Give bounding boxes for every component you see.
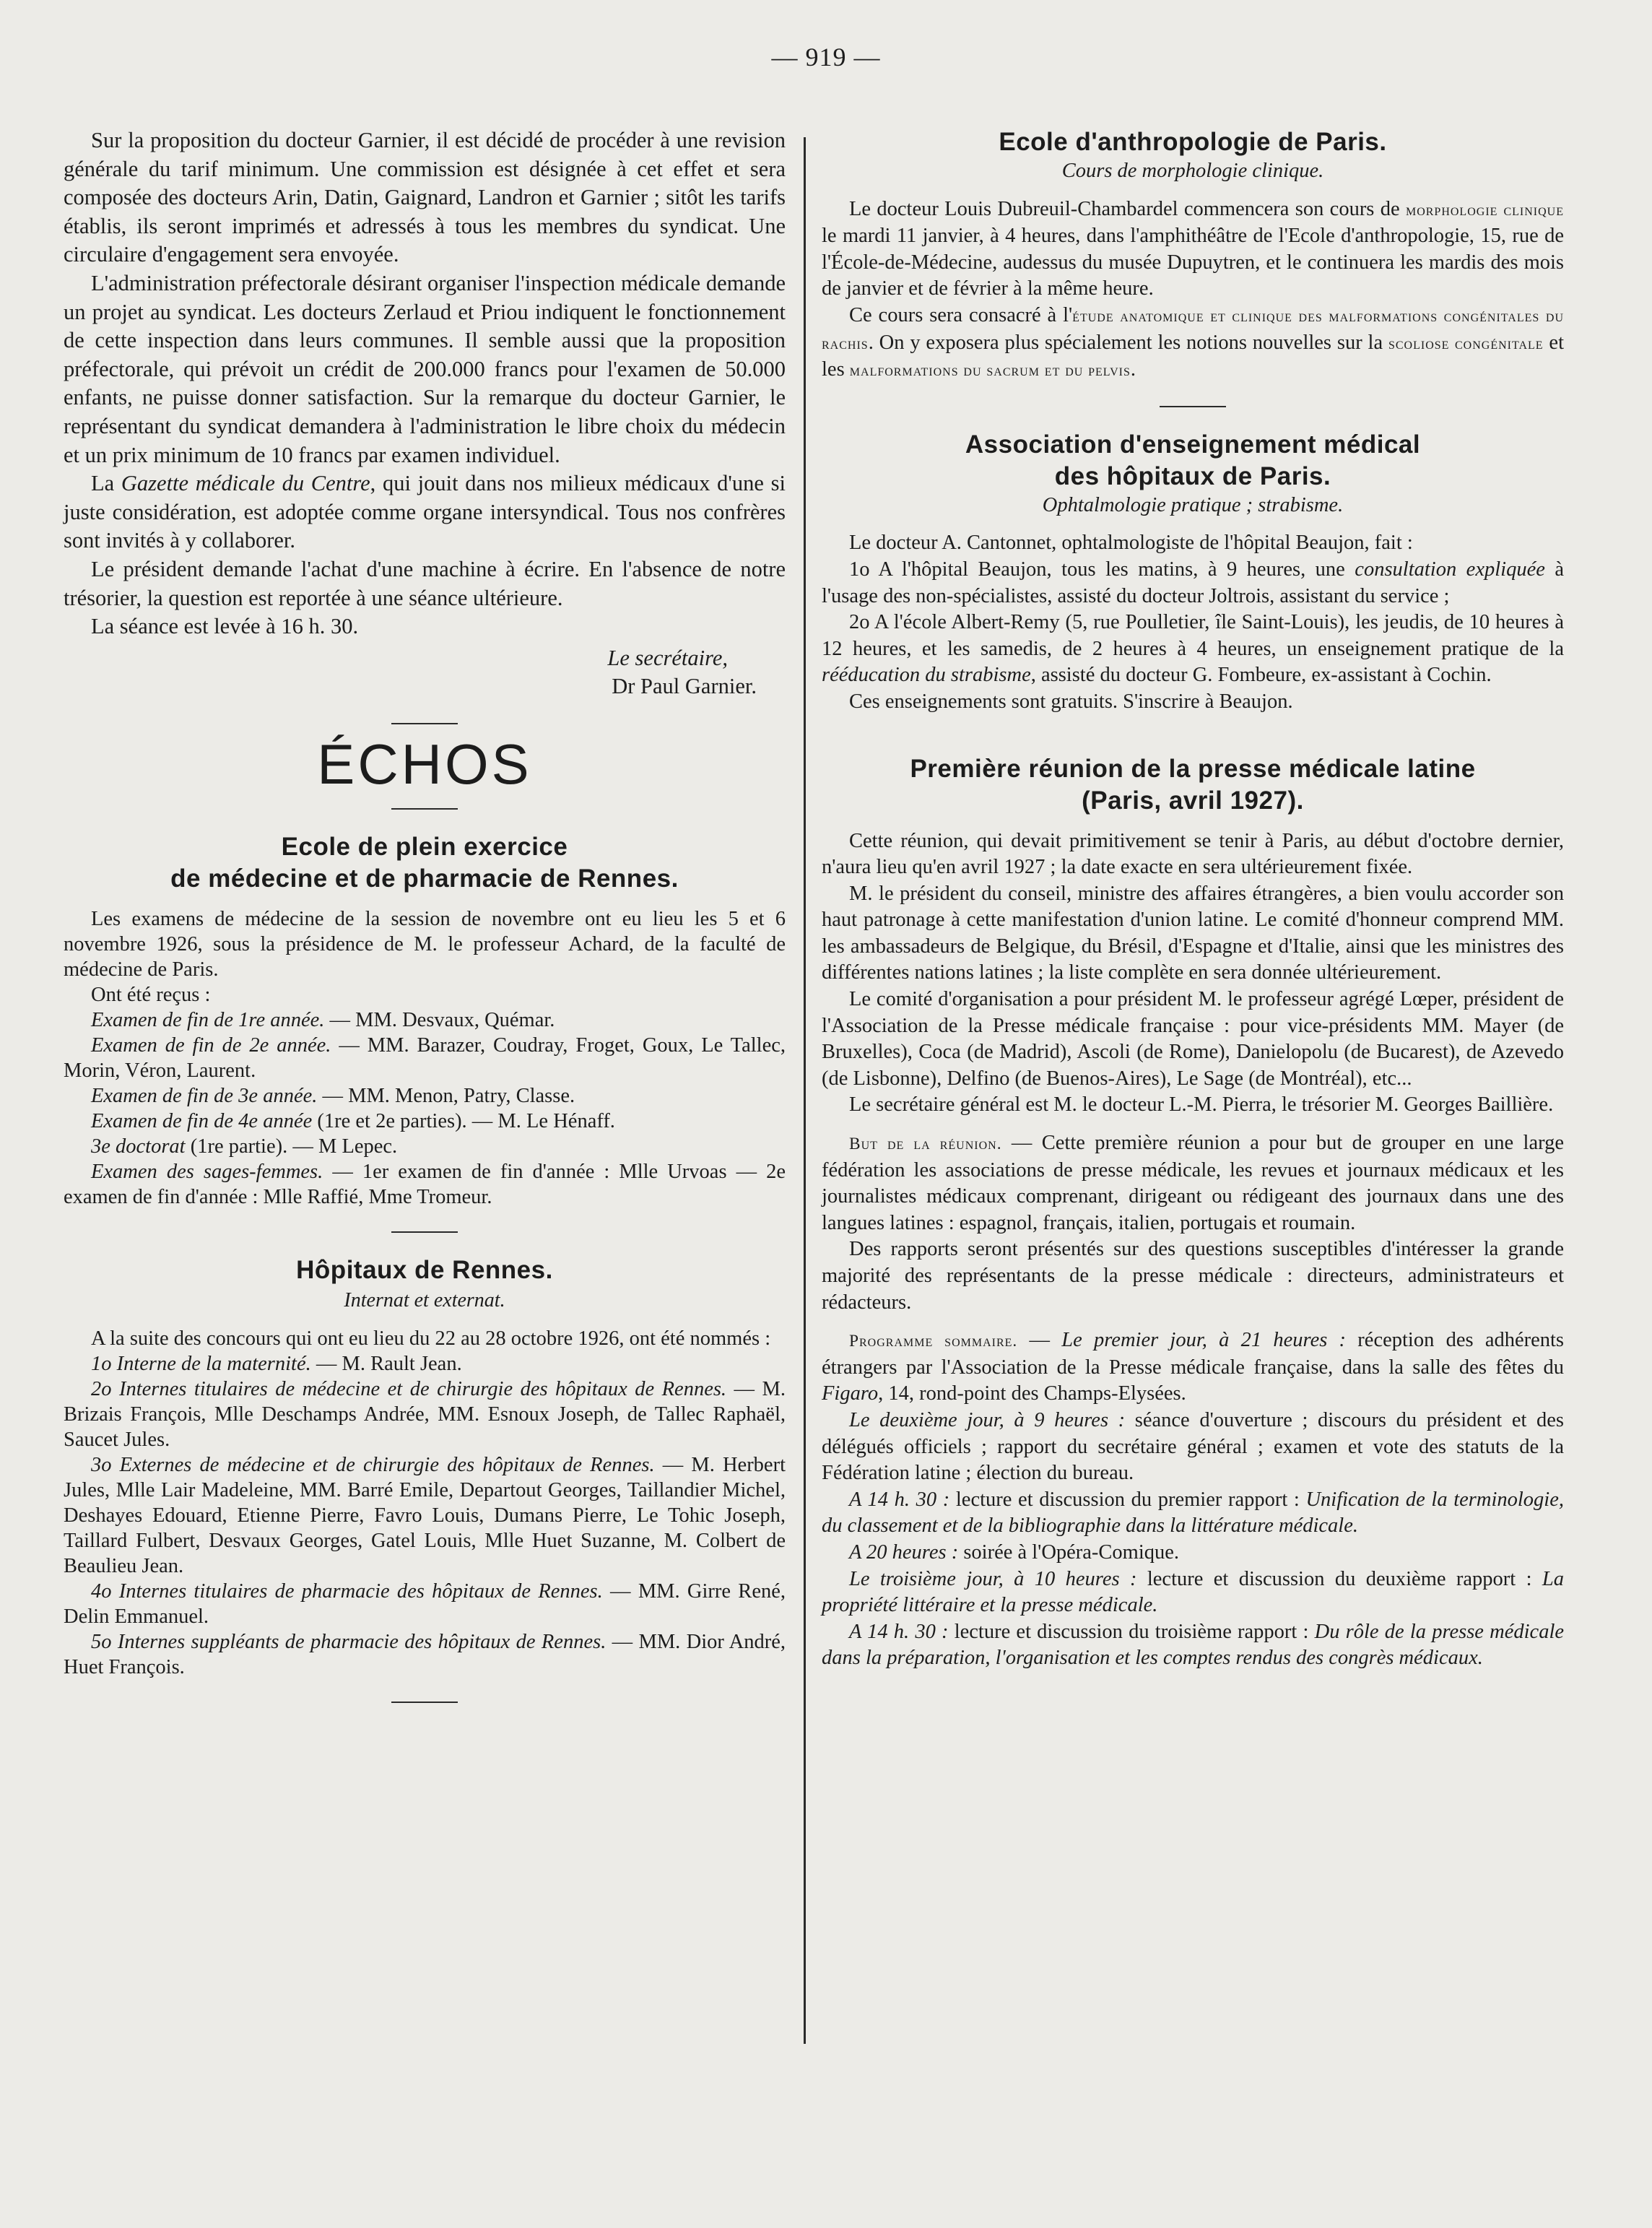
program-day-2: Le deuxième jour, à 9 heures : séance d'ouverture ; discours du président et des délégués officiels ; rapport du secrétaire général ; examen et vote des statuts de la Fédération latine ; élection du bureau.	[822, 1408, 1564, 1485]
minutes-paragraph-1: Sur la proposition du docteur Garnier, il est décidé de procéder à une revision générale du tarif minimum. Une commission est désignée à cet effet et sera composée des docteurs Arin, Datin, Gaignard, Landron et Garnier ; sitôt les tarifs établis, ils seront imprimés et adressés à tous les membres du syndicat. Une circulaire d'engagement sera envoyée.	[64, 128, 786, 267]
echos-heading: ÉCHOS	[317, 732, 532, 796]
column-divider	[804, 137, 806, 2044]
anthropology-paragraph-1: Le docteur Louis Dubreuil-Chambardel commencera son cours de morphologie clinique le mardi 11 janvier, à 4 heures, dans l'amphithéâtre de l'Ecole d'anthropologie, 15, rue de l'École-de-Médecine, audessus du musée Dupuytren, et le continuera les mardis des mois de janvier et de février à la même heure.	[822, 197, 1564, 300]
association-paragraph-3: 2o A l'école Albert-Remy (5, rue Poulletier, île Saint-Louis), les jeudis, de 10 heures à 12 heures, et les samedis, de 2 heures à 4 heures, un enseignement pratique de la rééducation du strabisme, assisté du docteur G. Fombeure, ex-assistant à Cochin.	[822, 611, 1564, 687]
rennes-exam-1: Examen de fin de 1re année. — MM. Desvaux, Quémar.	[91, 1008, 555, 1031]
hospitals-item-1: 1o Interne de la maternité. — M. Rault Jean.	[91, 1353, 462, 1376]
rennes-exam-6: Examen des sages-femmes. — 1er examen de fin d'année : Mlle Urvoas — 2e examen de fin d'année : Mlle Raffié, Mme Tromeur.	[64, 1160, 786, 1208]
latin-press-reports: Des rapports seront présentés sur des questions susceptibles d'intéresser la grande majorité des représentants de la presse médicale : directeurs, administrateurs et rédacteurs.	[822, 1238, 1564, 1314]
association-title: Association d'enseignement médical des hôpitaux de Paris.	[965, 430, 1421, 490]
latin-press-paragraph-2: M. le président du conseil, ministre des affaires étrangères, a bien voulu accorder son haut patronage à cette manifestation d'union latine. Le comité d'honneur comprend MM. les ambassadeurs de Belgique, du Brésil, d'Espagne et d'Italie, ainsi que les ministres des différentes nations latines ; la liste complète en sera donnée ultérieurement.	[822, 882, 1564, 984]
association-paragraph-2: 1o A l'hôpital Beaujon, tous les matins, à 9 heures, une consultation expliquée à l'usage des non-spécialistes, assisté du docteur Joltrois, assistant du service ;	[822, 558, 1564, 607]
hospitals-rennes-title: Hôpitaux de Rennes.	[296, 1255, 553, 1284]
program-day-2-afternoon: A 14 h. 30 : lecture et discussion du premier rapport : Unification de la terminologie, du classement et de la bibliographie dans la littérature médicale.	[822, 1488, 1564, 1538]
program-day-3-afternoon: A 14 h. 30 : lecture et discussion du troisième rapport : Du rôle de la presse médicale dans la préparation, l'organisation et les comptes rendus des congrès médicaux.	[822, 1620, 1565, 1670]
page-number: — 919 —	[771, 43, 881, 71]
left-column	[64, 126, 786, 1703]
hospitals-item-4: 4o Internes titulaires de pharmacie des hôpitaux de Rennes. — MM. Girre René, Delin Emmanuel.	[64, 1580, 786, 1629]
rennes-exam-5: 3e doctorat (1re partie). — M Lepec.	[91, 1135, 398, 1158]
hospitals-item-5: 5o Internes suppléants de pharmacie des hôpitaux de Rennes. — MM. Dior André, Huet François.	[64, 1631, 786, 1679]
latin-press-paragraph-1: Cette réunion, qui devait primitivement se tenir à Paris, au début d'octobre dernier, n'aura lieu qu'en avril 1927 ; la date exacte en sera ultérieurement fixée.	[822, 829, 1564, 879]
rennes-school-title: Ecole de plein exercice de médecine et de pharmacie de Rennes.	[170, 832, 679, 893]
signature-role: Le secrétaire,	[607, 645, 728, 670]
section-rule	[391, 1702, 458, 1703]
hospitals-intro: A la suite des concours qui ont eu lieu du 22 au 28 octobre 1926, ont été nommés :	[91, 1327, 771, 1351]
hospitals-item-3: 3o Externes de médecine et de chirurgie des hôpitaux de Rennes. — M. Herbert Jules, Mlle Lair Madeleine, MM. Barré Emile, Departout Georges, Taillandier Michel, Deshayes Edouard, Etienne Pierre, Favro Louis, Dumans Pierre, Le Tohic Joseph, Taillard Fulbert, Desvaux Georges, Gatel Louis, Mlle Huet Suzanne, M. Colbert de Beaulieu Jean.	[64, 1454, 786, 1578]
section-rule	[391, 723, 458, 724]
latin-press-paragraph-3: Le comité d'organisation a pour président M. le professeur agrégé Lœper, président de l'Association de la Presse médicale française : pour vice-présidents MM. Mayer (de Bruxelles), Coca (de Madrid), Ascoli (de Rome), Danielopolu (de Bucarest), de Azevedo (de Lisbonne), Delfino (de Buenos-Aires), Le Sage (de Montréal), etc...	[822, 988, 1564, 1090]
latin-press-paragraph-4: Le secrétaire général est M. le docteur L.-M. Pierra, le trésorier M. Georges Baillière.	[849, 1093, 1554, 1117]
hospitals-item-2: 2o Internes titulaires de médecine et de chirurgie des hôpitaux de Rennes. — M. Brizais François, Mlle Deschamps Andrée, MM. Esnoux Joseph, de Tallec Raphaël, Saucet Jules.	[64, 1378, 786, 1452]
association-paragraph-1: Le docteur A. Cantonnet, ophtalmologiste de l'hôpital Beaujon, fait :	[849, 532, 1413, 555]
rennes-exam-4: Examen de fin de 4e année (1re et 2e parties). — M. Le Hénaff.	[91, 1109, 615, 1132]
signature-name: Dr Paul Garnier.	[612, 674, 757, 699]
latin-press-goal: But de la réunion. — Cette première réunion a pour but de grouper en une large fédération les associations de presse médicale, les revues et journaux médicaux et les journalistes médicaux comprenant, dirigeant ou rédigeant des journaux dans une des langues latines : espagnol, français, italien, portugais et roumain.	[822, 1132, 1564, 1234]
anthropology-title: Ecole d'anthropologie de Paris.	[999, 128, 1387, 156]
right-column	[822, 126, 1564, 1672]
rennes-received: Ont été reçus :	[91, 983, 211, 1006]
latin-press-title: Première réunion de la presse médicale latine (Paris, avril 1927).	[910, 754, 1476, 815]
minutes-paragraph-2: L'administration préfectorale désirant organiser l'inspection médicale demande un projet au syndicat. Les docteurs Zerlaud et Priou indiquent le fonctionnement de cette inspection dans leurs communes. Il semble aussi que la proposition préfectorale, qui prévoit un crédit de 200.000 francs pour l'examen de 50.000 enfants, ne puisse donner satisfaction. Sur la remarque du docteur Garnier, le représentant du syndicat demandera à l'administration le libre choix du médecin et un prix minimum de 10 francs par examen individuel.	[64, 270, 786, 467]
hospitals-rennes-subtitle: Internat et externat.	[344, 1288, 505, 1312]
association-paragraph-4: Ces enseignements sont gratuits. S'inscrire à Beaujon.	[849, 690, 1293, 713]
program-day-1: Programme sommaire. — Le premier jour, à 21 heures : réception des adhérents étrangers par l'Association de la Presse médicale française, dans la salle des fêtes du Figaro, 14, rond-point des Champs-Elysées.	[822, 1329, 1565, 1405]
rennes-intro: Les examens de médecine de la session de novembre ont eu lieu les 5 et 6 novembre 1926, sous la présidence de M. le professeur Achard, de la faculté de médecine de Paris.	[64, 907, 786, 981]
minutes-paragraph-4: Le président demande l'achat d'une machine à écrire. En l'absence de notre trésorier, la question est reportée à une séance ultérieure.	[64, 556, 786, 610]
association-subtitle: Ophtalmologie pratique ; strabisme.	[1042, 493, 1344, 516]
program-day-2-evening: A 20 heures : soirée à l'Opéra-Comique.	[849, 1540, 1180, 1564]
minutes-paragraph-5: La séance est levée à 16 h. 30.	[91, 614, 359, 639]
minutes-paragraph-3: La Gazette médicale du Centre, qui jouit dans nos milieux médicaux d'une si juste considération, est adoptée comme organe intersyndical. Tous nos confrères sont invités à y collaborer.	[64, 471, 786, 553]
rennes-exam-3: Examen de fin de 3e année. — MM. Menon, Patry, Classe.	[91, 1084, 575, 1107]
gazette-title: Gazette médicale du Centre	[121, 471, 370, 496]
rennes-exam-2: Examen de fin de 2e année. — MM. Barazer, Coudray, Froget, Goux, Le Tallec, Morin, Véron, Laurent.	[64, 1033, 786, 1082]
anthropology-paragraph-2: Ce cours sera consacré à l'étude anatomique et clinique des malformations congénitales du rachis. On y exposera plus spécialement les notions nouvelles sur la scoliose congénitale et les malformations du sacrum et du pelvis.	[822, 303, 1564, 381]
program-day-3: Le troisième jour, à 10 heures : lecture et discussion du deuxième rapport : La propriété littéraire et la presse médicale.	[822, 1567, 1565, 1617]
anthropology-subtitle: Cours de morphologie clinique.	[1061, 160, 1324, 182]
